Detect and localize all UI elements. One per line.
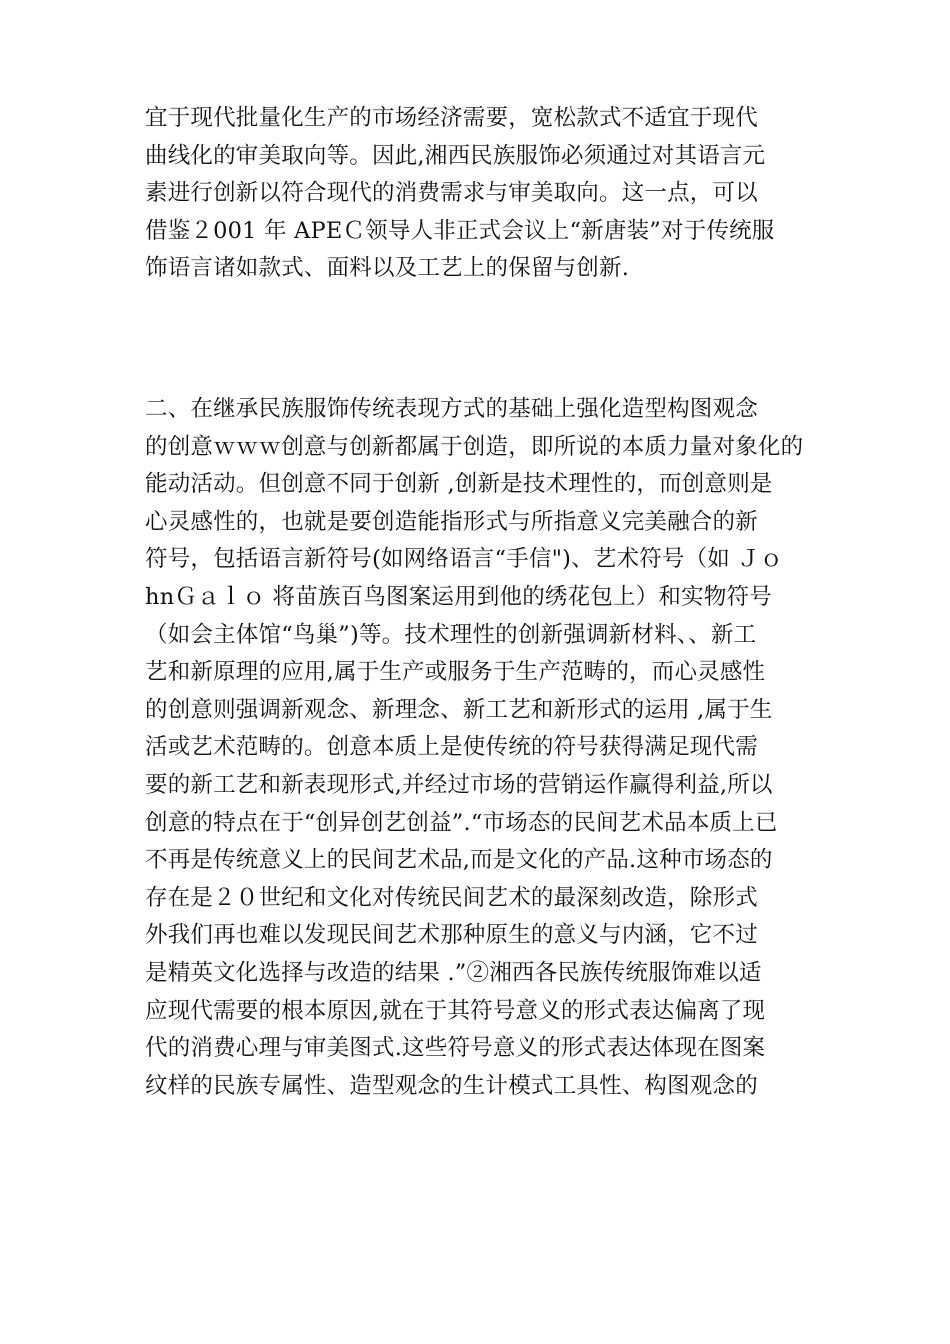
- text-line: 外我们再也难以发现民间艺术那种原生的意义与内涵，它不过: [145, 922, 758, 949]
- text-line: 活或艺术范畴的。创意本质上是使传统的符号获得满足现代需: [145, 734, 758, 761]
- text-line: 的创意ｗｗｗ创意与创新都属于创造，即所说的本质力量对象化的: [145, 433, 804, 460]
- text-line: （如会主体馆“鸟巢”)等。技术理性的创新强调新材料、、新工: [145, 621, 757, 648]
- text-line: 符号，包括语言新符号(如网络语言“手信")、艺术符号（如 Ｊｏ: [145, 546, 783, 573]
- text-line: 饰语言诸如款式、面料以及工艺上的保留与创新.: [145, 255, 630, 282]
- text-line: 应现代需要的根本原因,就在于其符号意义的形式表达偏离了现: [145, 997, 766, 1024]
- paragraph-1: [145, 100, 815, 288]
- text-line: hnＧａｌｏ 将苗族百鸟图案运用到他的绣花包上）和实物符号: [145, 583, 772, 610]
- text-line: 纹样的民族专属性、造型观念的生计模式工具性、构图观念的: [145, 1072, 758, 1099]
- text-line: 要的新工艺和新表现形式,并经过市场的营销运作赢得利益,所以: [145, 771, 773, 798]
- section-heading-line: 二、在继承民族服饰传统表现方式的基础上强化造型构图观念: [145, 396, 758, 422]
- text-line: 代的消费心理与审美图式.这些符号意义的形式表达体现在图案: [145, 1035, 766, 1062]
- text-line: 的创意则强调新观念、新理念、新工艺和新形式的运用 ,属于生: [145, 696, 773, 723]
- text-line: 心灵感性的，也就是要创造能指形式与所指意义完美融合的新: [145, 508, 758, 535]
- paragraph-2: [145, 391, 815, 1105]
- text-line: 宜于现代批量化生产的市场经济需要，宽松款式不适宜于现代: [145, 105, 758, 131]
- text-line: 曲线化的审美取向等。因此,湘西民族服饰必须通过对其语言元: [145, 142, 766, 169]
- text-line: 不再是传统意义上的民间艺术品,而是文化的产品.这种市场态的: [145, 847, 773, 874]
- text-line: 能动活动。但创意不同于创新 ,创新是技术理性的，而创意则是: [145, 471, 773, 498]
- text-line: 素进行创新以符合现代的消费需求与审美取向。这一点，可以: [145, 180, 758, 207]
- text-line: 借鉴２001 年 APEＣ领导人非正式会议上“新唐装”对于传统服: [145, 217, 775, 244]
- text-line: 艺和新原理的应用,属于生产或服务于生产范畴的，而心灵感性: [145, 659, 766, 686]
- text-line: 是精英文化选择与改造的结果 .”②湘西各民族传统服饰难以适: [145, 959, 762, 986]
- text-line: 存在是２０世纪和文化对传统民间艺术的最深刻改造，除形式: [145, 884, 758, 911]
- text-line: 创意的特点在于“创异创艺创益”.“市场态的民间艺术品本质上已: [145, 809, 778, 836]
